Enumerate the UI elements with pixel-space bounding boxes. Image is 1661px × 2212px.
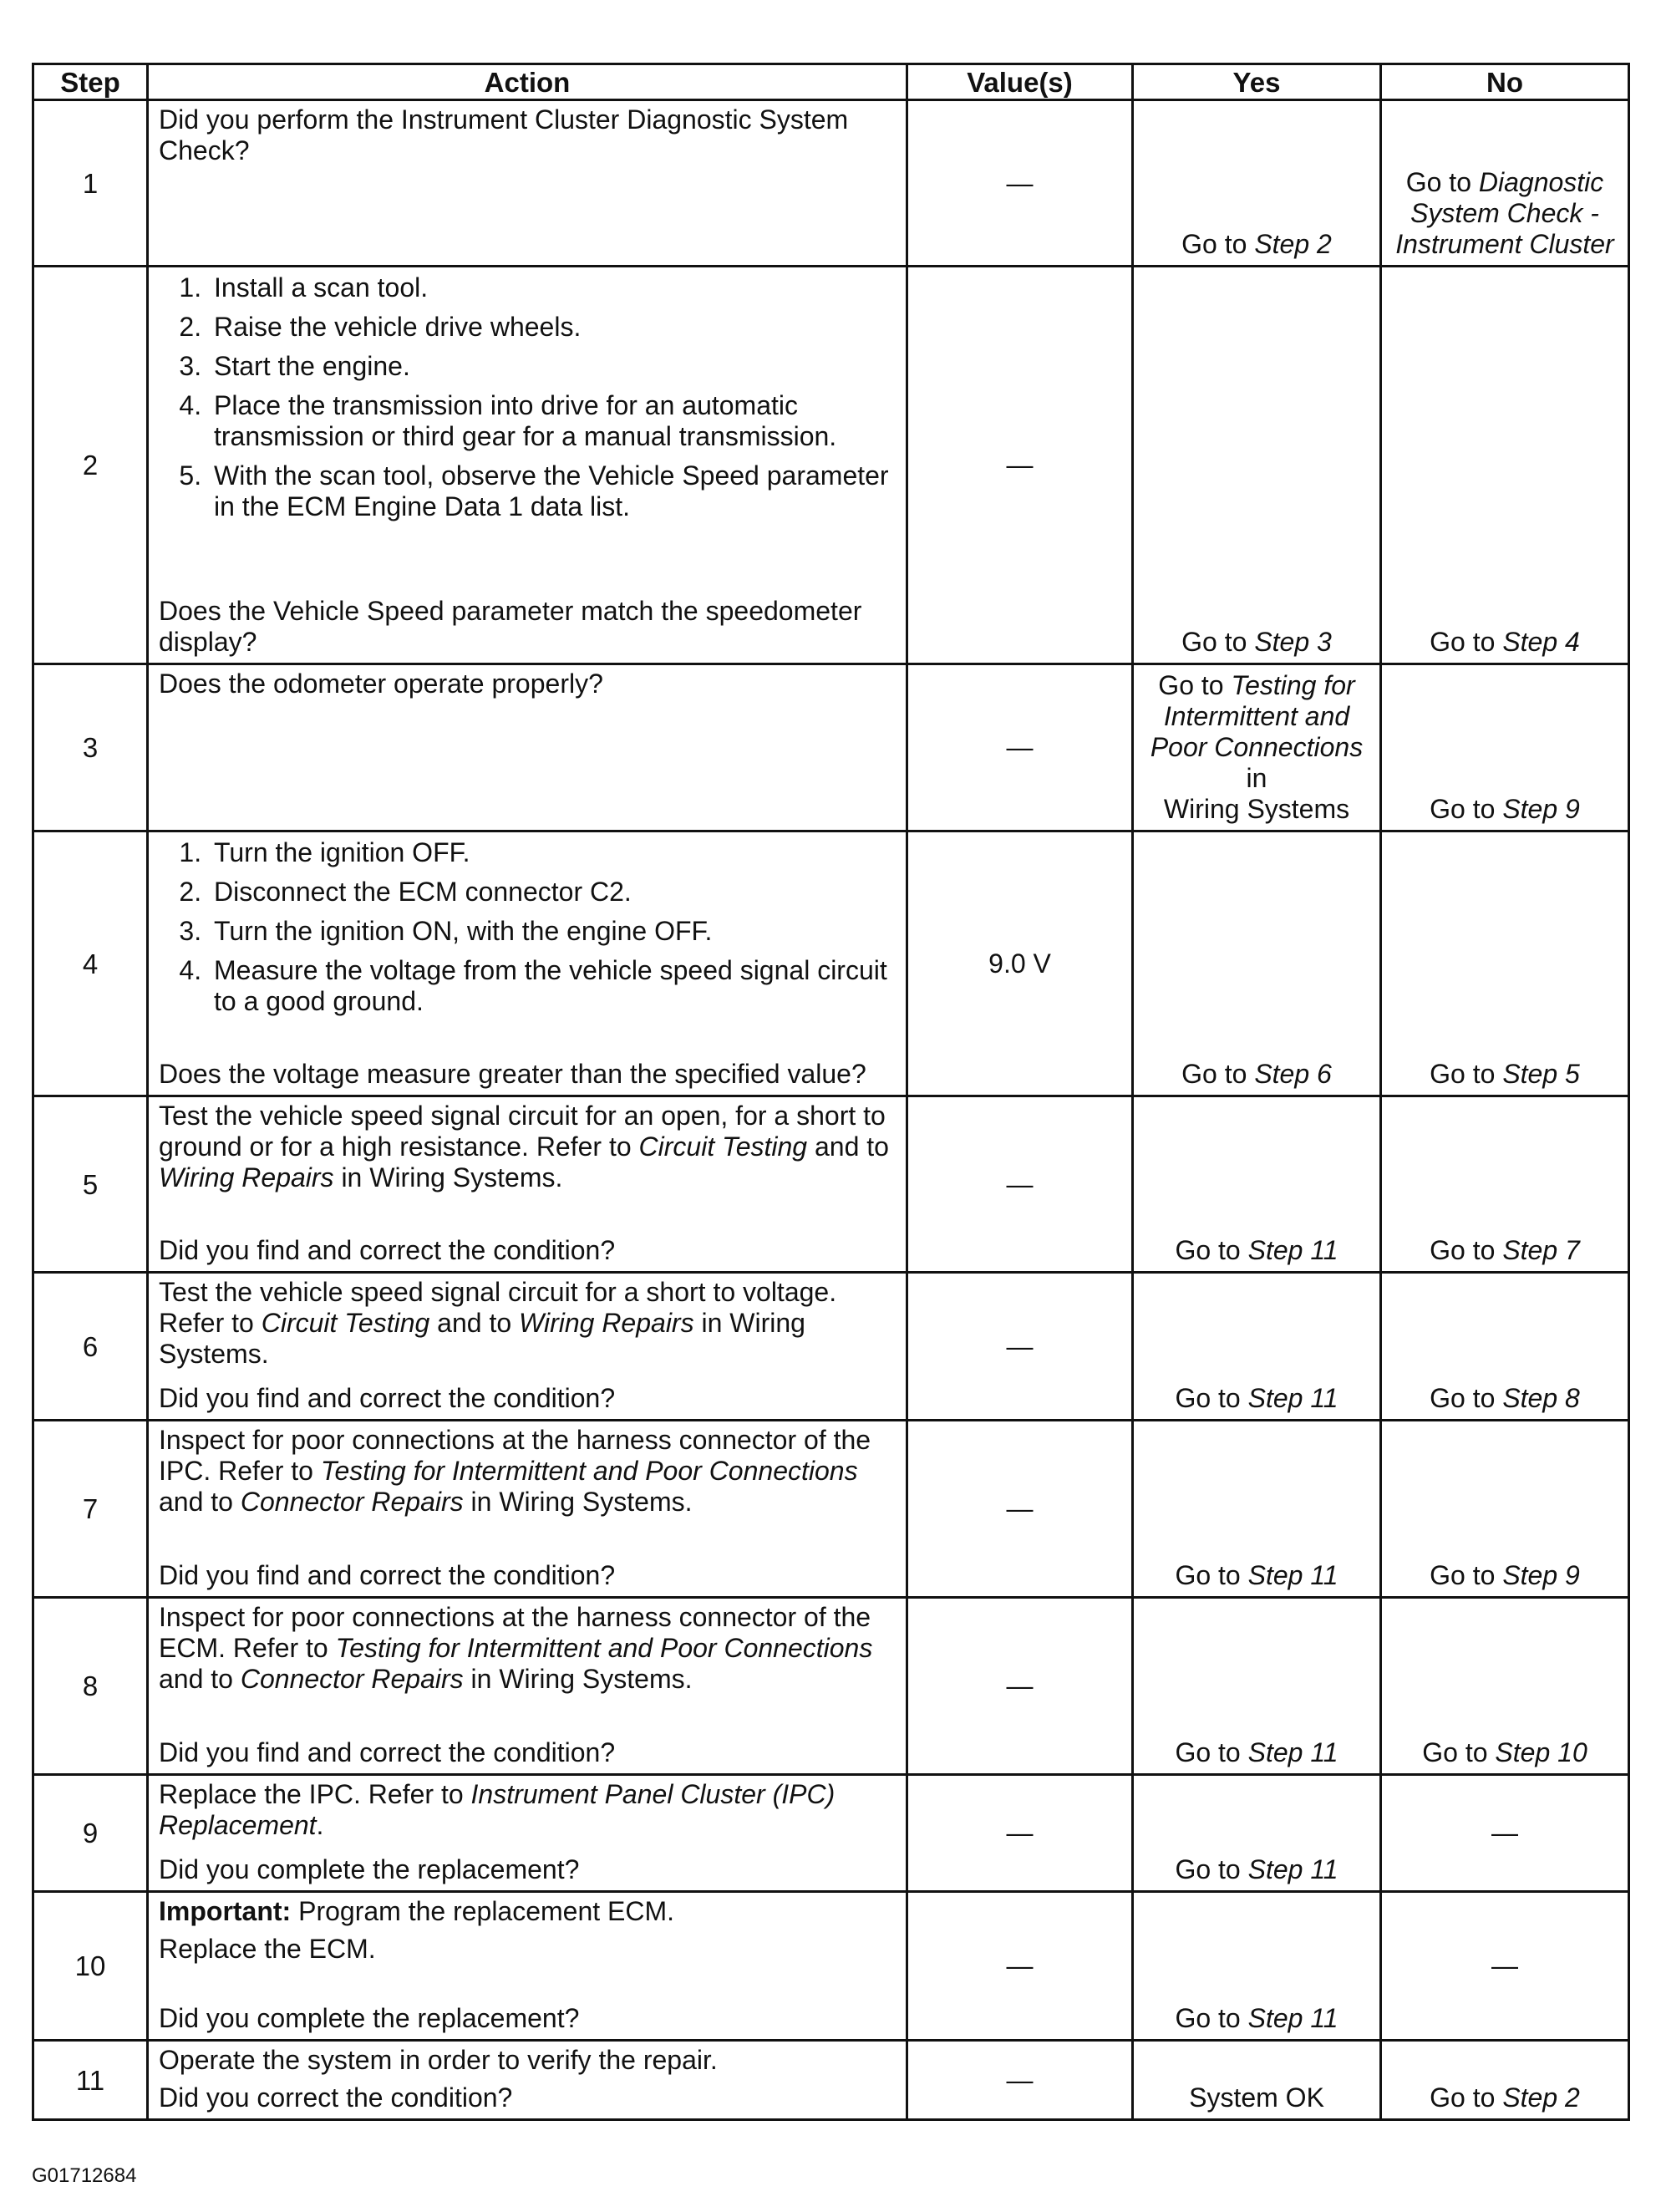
- procedure-step: 4. Measure the voltage from the vehicle speed signal circuit to a good ground.: [209, 955, 897, 1017]
- yes-cell: [1133, 1421, 1381, 1598]
- value-cell: —: [907, 1096, 1133, 1273]
- action-text: [159, 1779, 897, 1841]
- value-cell: —: [907, 1273, 1133, 1421]
- yes-suffix: Wiring Systems: [1163, 794, 1350, 824]
- yes-prefix: Go to: [1158, 670, 1232, 700]
- reference-link[interactable]: Testing for Intermittent and Poor Connections: [320, 1456, 858, 1486]
- no-link[interactable]: Step 9: [1502, 794, 1580, 824]
- procedure-step: 3. Turn the ignition ON, with the engine OFF.: [209, 916, 897, 947]
- yes-link[interactable]: Step 3: [1254, 627, 1332, 657]
- value-cell: —: [907, 2041, 1133, 2120]
- yes-cell: [1133, 664, 1381, 831]
- yes-cell: [1133, 1096, 1381, 1273]
- header-row: [33, 64, 1629, 100]
- step-number: 9: [33, 1775, 148, 1892]
- yes-link[interactable]: Step 11: [1247, 1235, 1338, 1265]
- table-row: [33, 267, 1629, 664]
- yes-prefix: Go to: [1181, 229, 1255, 259]
- reference-link[interactable]: Wiring Repairs: [159, 1162, 334, 1192]
- action-cell: [148, 1775, 907, 1892]
- important-text: Program the replacement ECM.: [291, 1896, 675, 1926]
- action-cell: [148, 831, 907, 1096]
- action-question: Did you find and correct the condition?: [159, 1383, 616, 1413]
- action-text: [159, 1101, 897, 1193]
- no-cell: [1381, 2041, 1629, 2120]
- action-cell: [148, 1421, 907, 1598]
- yes-cell: [1133, 267, 1381, 664]
- no-cell: [1381, 100, 1629, 267]
- procedure-step: 3. Start the engine.: [209, 351, 897, 382]
- action-text-part: and to: [159, 1487, 241, 1517]
- yes-prefix: Go to: [1175, 1560, 1248, 1590]
- no-link[interactable]: Diagnostic System Check - Instrument Cluster: [1395, 167, 1614, 259]
- yes-prefix: Go to: [1175, 2003, 1248, 2033]
- action-text-part: Test the vehicle speed signal circuit for an open, for a short to ground or for a high resistance. Refer to: [159, 1101, 886, 1162]
- step-number: 3: [33, 664, 148, 831]
- step-number: 7: [33, 1421, 148, 1598]
- action-question: Did you correct the condition?: [159, 2082, 513, 2113]
- reference-link[interactable]: Testing for Intermittent and Poor Connections: [335, 1633, 873, 1663]
- value-cell: —: [907, 1775, 1133, 1892]
- procedure-step: 2. Raise the vehicle drive wheels.: [209, 312, 897, 343]
- important-note: [159, 1896, 897, 1927]
- action-text-part: Inspect for poor connections at the harness connector of the ECM. Refer to: [159, 1602, 871, 1663]
- action-text: [159, 1277, 897, 1370]
- no-prefix: Go to: [1430, 794, 1503, 824]
- header-step: Step: [33, 64, 148, 100]
- no-link[interactable]: Step 9: [1502, 1560, 1580, 1590]
- yes-link[interactable]: Step 11: [1247, 1854, 1338, 1884]
- action-text-part: .: [316, 1810, 324, 1840]
- action-cell: [148, 664, 907, 831]
- action-text-part: Test the vehicle speed signal circuit for a short to voltage. Refer to: [159, 1277, 837, 1338]
- value-cell: 9.0 V: [907, 831, 1133, 1096]
- yes-cell: [1133, 831, 1381, 1096]
- step-number: 10: [33, 1892, 148, 2041]
- yes-link[interactable]: Step 2: [1254, 229, 1332, 259]
- no-cell: [1381, 1096, 1629, 1273]
- no-cell: [1381, 664, 1629, 831]
- no-link[interactable]: Step 7: [1502, 1235, 1580, 1265]
- action-question: Did you find and correct the condition?: [159, 1737, 616, 1767]
- table-row: [33, 100, 1629, 267]
- no-cell: —: [1381, 1775, 1629, 1892]
- step-number: 11: [33, 2041, 148, 2120]
- action-text: Did you perform the Instrument Cluster Diagnostic System Check?: [159, 104, 849, 165]
- no-link[interactable]: Step 4: [1502, 627, 1580, 657]
- no-prefix: Go to: [1430, 1235, 1503, 1265]
- table-row: [33, 1598, 1629, 1775]
- action-text-part: Replace the IPC. Refer to: [159, 1779, 471, 1809]
- action-cell: [148, 2041, 907, 2120]
- value-cell: —: [907, 664, 1133, 831]
- procedure-step: 1. Turn the ignition OFF.: [209, 837, 897, 868]
- yes-cell: [1133, 1892, 1381, 2041]
- header-no: No: [1381, 64, 1629, 100]
- yes-prefix: Go to: [1175, 1854, 1248, 1884]
- yes-cell: [1133, 1775, 1381, 1892]
- no-prefix: Go to: [1430, 1560, 1503, 1590]
- table-row: [33, 1775, 1629, 1892]
- procedure-list: [159, 837, 897, 1017]
- no-cell: [1381, 1598, 1629, 1775]
- action-question: Does the voltage measure greater than the specified value?: [159, 1059, 866, 1089]
- value-cell: —: [907, 1598, 1133, 1775]
- action-text: Does the odometer operate properly?: [159, 669, 603, 699]
- action-text: [159, 1602, 897, 1695]
- step-number: 2: [33, 267, 148, 664]
- no-prefix: Go to: [1430, 627, 1503, 657]
- no-prefix: Go to: [1422, 1737, 1496, 1767]
- reference-link[interactable]: Wiring Repairs: [519, 1308, 694, 1338]
- action-question: Did you complete the replacement?: [159, 2003, 580, 2033]
- diagnostic-table: [32, 63, 1630, 2121]
- header-yes: Yes: [1133, 64, 1381, 100]
- procedure-step: 5. With the scan tool, observe the Vehicle Speed parameter in the ECM Engine Data 1 data list.: [209, 460, 897, 522]
- action-text-part: and to: [807, 1131, 889, 1162]
- reference-link[interactable]: Connector Repairs: [240, 1487, 464, 1517]
- yes-link[interactable]: Step 11: [1247, 2003, 1338, 2033]
- yes-link[interactable]: Step 11: [1247, 1383, 1338, 1413]
- yes-link[interactable]: Step 6: [1254, 1059, 1332, 1089]
- action-question: Did you complete the replacement?: [159, 1854, 580, 1884]
- procedure-step: 4. Place the transmission into drive for an automatic transmission or third gear for a manual transmission.: [209, 390, 897, 452]
- step-number: 4: [33, 831, 148, 1096]
- header-values: Value(s): [907, 64, 1133, 100]
- action-text-part: in Wiring Systems.: [333, 1162, 563, 1192]
- header-action: Action: [148, 64, 907, 100]
- yes-cell: [1133, 100, 1381, 267]
- action-text: Replace the ECM.: [159, 1934, 376, 1964]
- no-cell: —: [1381, 1892, 1629, 2041]
- table-row: [33, 1892, 1629, 2041]
- value-cell: —: [907, 267, 1133, 664]
- yes-cell: [1133, 1598, 1381, 1775]
- action-question: Did you find and correct the condition?: [159, 1560, 616, 1590]
- procedure-step: 1. Install a scan tool.: [209, 272, 897, 303]
- reference-link[interactable]: Connector Repairs: [240, 1664, 464, 1694]
- reference-link[interactable]: Circuit Testing: [638, 1131, 808, 1162]
- action-text-part: in Wiring Systems.: [463, 1487, 693, 1517]
- step-number: 1: [33, 100, 148, 267]
- table-row: [33, 831, 1629, 1096]
- reference-link[interactable]: Instrument Panel Cluster (IPC) Replacement: [159, 1779, 836, 1840]
- action-text-part: in Wiring Systems.: [159, 1308, 805, 1369]
- important-label: Important:: [159, 1896, 292, 1926]
- table-row: [33, 1273, 1629, 1421]
- value-cell: —: [907, 100, 1133, 267]
- no-link[interactable]: Step 10: [1495, 1737, 1587, 1767]
- procedure-step: 2. Disconnect the ECM connector C2.: [209, 877, 897, 908]
- action-text: [159, 1425, 897, 1518]
- yes-prefix: Go to: [1175, 1235, 1248, 1265]
- no-prefix: Go to: [1430, 2082, 1503, 2113]
- action-text-part: and to: [159, 1664, 241, 1694]
- step-number: 6: [33, 1273, 148, 1421]
- yes-prefix: Go to: [1175, 1383, 1248, 1413]
- action-question: Did you find and correct the condition?: [159, 1235, 616, 1265]
- action-cell: [148, 1598, 907, 1775]
- table-row: [33, 1096, 1629, 1273]
- no-prefix: Go to: [1430, 1383, 1503, 1413]
- action-text-part: Inspect for poor connections at the harness connector of the IPC. Refer to: [159, 1425, 871, 1486]
- action-cell: [148, 100, 907, 267]
- procedure-list: [159, 272, 897, 522]
- yes-link[interactable]: Step 11: [1247, 1560, 1338, 1590]
- figure-id: G01712684: [32, 2164, 137, 2187]
- reference-link[interactable]: Circuit Testing: [261, 1308, 430, 1338]
- no-link[interactable]: Step 8: [1502, 1383, 1580, 1413]
- step-number: 8: [33, 1598, 148, 1775]
- yes-mid: in: [1246, 763, 1267, 793]
- yes-link[interactable]: Step 11: [1247, 1737, 1338, 1767]
- action-cell: [148, 1273, 907, 1421]
- yes-prefix: Go to: [1175, 1737, 1248, 1767]
- no-link[interactable]: Step 2: [1502, 2082, 1580, 2113]
- no-cell: [1381, 831, 1629, 1096]
- no-prefix: Go to: [1405, 167, 1479, 197]
- yes-cell: [1133, 1273, 1381, 1421]
- action-text-part: and to: [429, 1308, 520, 1338]
- table-row: [33, 2041, 1629, 2120]
- yes-cell: System OK: [1133, 2041, 1381, 2120]
- step-number: 5: [33, 1096, 148, 1273]
- action-question: Does the Vehicle Speed parameter match the speedometer display?: [159, 596, 862, 657]
- no-cell: [1381, 267, 1629, 664]
- yes-prefix: Go to: [1181, 1059, 1255, 1089]
- value-cell: —: [907, 1892, 1133, 2041]
- yes-link[interactable]: Testing for Intermittent and Poor Connections: [1150, 670, 1364, 762]
- yes-prefix: Go to: [1181, 627, 1255, 657]
- table-row: [33, 664, 1629, 831]
- action-cell: [148, 1096, 907, 1273]
- action-cell: [148, 1892, 907, 2041]
- action-text: Operate the system in order to verify the repair.: [159, 2045, 718, 2075]
- table-row: [33, 1421, 1629, 1598]
- action-text-part: in Wiring Systems.: [463, 1664, 693, 1694]
- no-cell: [1381, 1421, 1629, 1598]
- action-cell: [148, 267, 907, 664]
- no-cell: [1381, 1273, 1629, 1421]
- value-cell: —: [907, 1421, 1133, 1598]
- no-prefix: Go to: [1430, 1059, 1503, 1089]
- no-link[interactable]: Step 5: [1502, 1059, 1580, 1089]
